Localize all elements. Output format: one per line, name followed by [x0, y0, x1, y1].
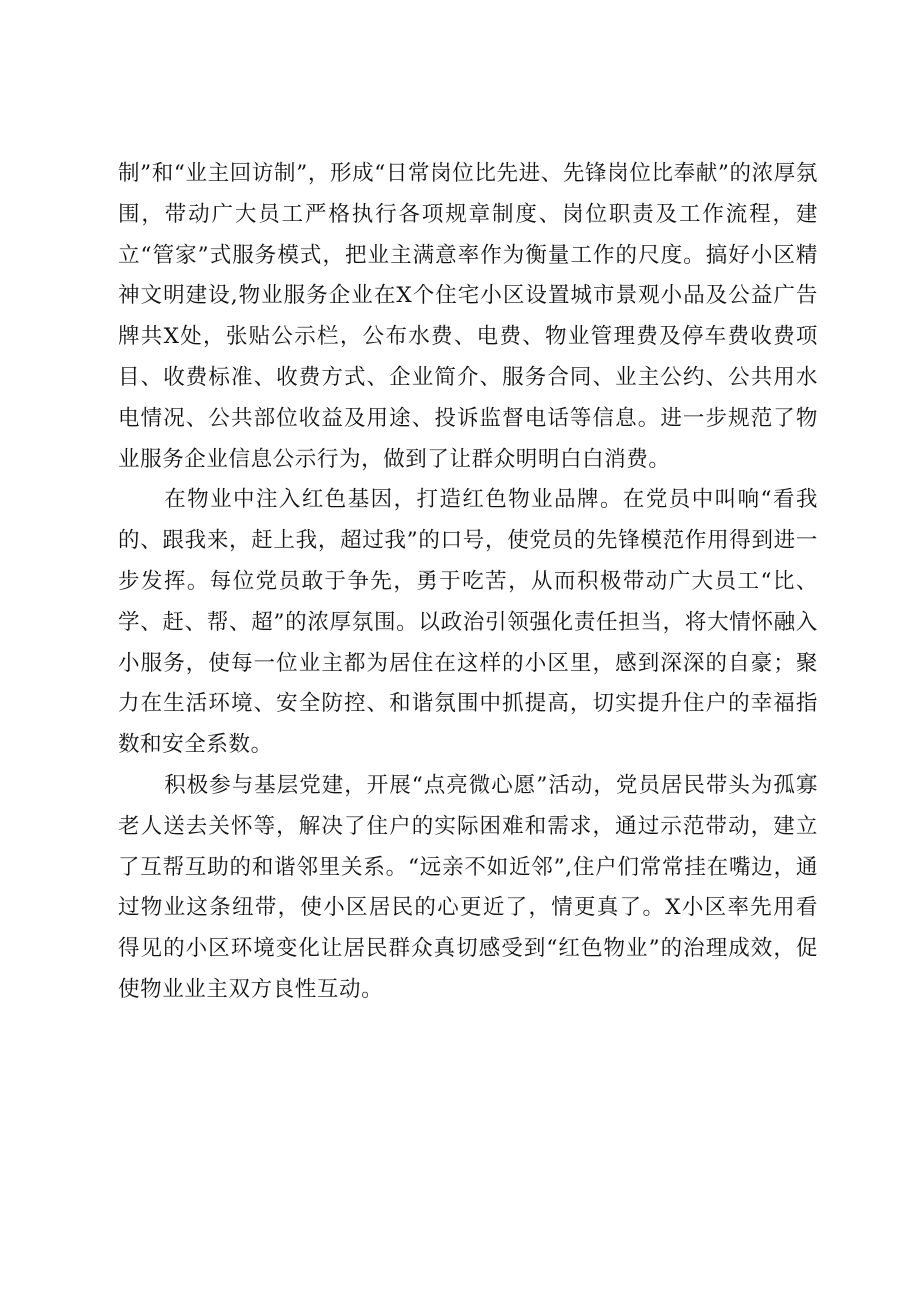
- document-page: [118, 154, 818, 1011]
- paragraph-continuation: 制”和“业主回访制”，形成“日常岗位比先进、先锋岗位比奉献”的浓厚氛围，带动广大员工严格执行各项规章制度、岗位职责及工作流程，建立“管家”式服务模式，把业主满意率作为衡量工作的尺度。搞好小区精神文明建设,物业服务企业在X个住宅小区设置城市景观小品及公益广告牌共X处，张贴公示栏，公布水费、电费、物业管理费及停车费收费项目、收费标准、收费方式、企业简介、服务合同、业主公约、公共用水电情况、公共部位收益及用途、投诉监督电话等信息。进一步规范了物业服务企业信息公示行为，做到了让群众明明白白消费。: [118, 161, 818, 472]
- paragraph-red-property-brand: 在物业中注入红色基因，打造红色物业品牌。在党员中叫响“看我的、跟我来，赶上我，超过我”的口号，使党员的先锋模范作用得到进一步发挥。每位党员敢于争先，勇于吃苦，从而积极带动广大员工“比、学、赶、帮、超”的浓厚氛围。以政治引领强化责任担当，将大情怀融入小服务，使每一位业主都为居住在这样的小区里，感到深深的自豪；聚力在生活环境、安全防控、和谐氛围中抓提高，切实提升住户的幸福指数和安全系数。: [118, 487, 818, 758]
- paragraph-community-party-building: 积极参与基层党建，开展“点亮微心愿”活动，党员居民带头为孤寡老人送去关怀等，解决了住户的实际困难和需求，通过示范带动，建立了互帮互助的和谐邻里关系。“远亲不如近邻”,住户们常常挂在嘴边，通过物业这条纽带，使小区居民的心更近了，情更真了。X小区率先用看得见的小区环境变化让居民群众真切感受到“红色物业”的治理成效，促使物业业主双方良性互动。: [118, 772, 818, 1002]
